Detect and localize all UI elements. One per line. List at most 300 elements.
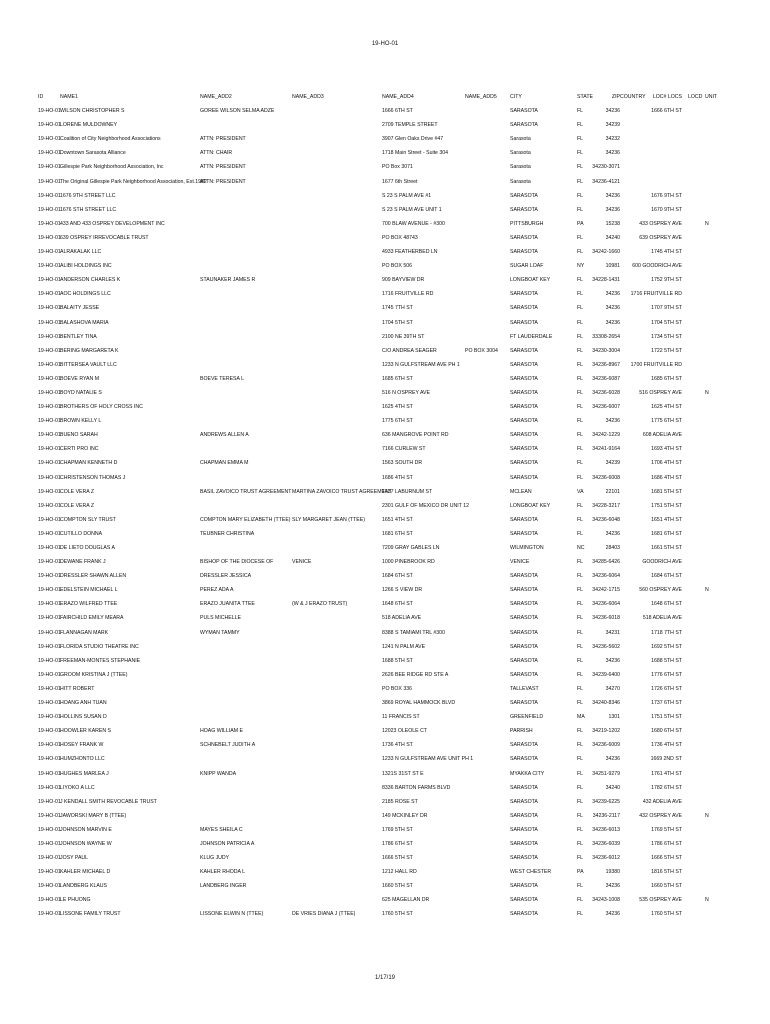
loc-cell: 1776 6TH ST xyxy=(651,671,682,678)
zip-cell: 34236-6064 xyxy=(592,573,620,580)
loc-cell: 1669 2ND ST xyxy=(650,756,682,763)
zip-cell: 19380 xyxy=(605,869,620,876)
loc-cell: 516 OSPREY AVE xyxy=(639,389,682,396)
zip-cell: 34241-9164 xyxy=(592,446,620,453)
city-cell: SARASOTA xyxy=(510,812,538,819)
name1-cell: DEWANE FRANK J xyxy=(60,559,106,566)
state-cell: FL xyxy=(577,234,584,241)
id-cell: 19-HO-01 xyxy=(38,249,61,256)
id-cell: 19-HO-01 xyxy=(38,671,61,678)
id-cell: 19-HO-01 xyxy=(38,446,61,453)
name1-cell: CUTILLO DONNA xyxy=(60,530,103,537)
id-cell: 19-HO-01 xyxy=(38,361,61,368)
city-cell: SARASOTA xyxy=(510,671,538,678)
table-row xyxy=(0,334,770,348)
name1-cell: LORENE MULDOWNEY xyxy=(60,122,118,129)
loc-cell: 1760 5TH ST xyxy=(651,911,682,918)
table-row xyxy=(0,517,770,531)
name-add2-cell: ATTN: PRESIDENT xyxy=(200,164,246,171)
zip-cell: 34236-2117 xyxy=(592,812,620,819)
name-add2-cell: SCHNEBELT JUDITH A xyxy=(200,742,256,749)
table-row xyxy=(0,841,770,855)
zip-cell: 33308-2654 xyxy=(592,333,620,340)
city-cell: Sarasota xyxy=(510,136,531,143)
state-cell: FL xyxy=(577,418,584,425)
name-add4-cell: 1321S 31ST ST E xyxy=(382,770,424,777)
name-add4-cell: 1688 5TH ST xyxy=(382,657,413,664)
name1-cell: LISSONE FAMILY TRUST xyxy=(60,911,121,918)
table-row xyxy=(0,545,770,559)
id-cell: 19-HO-01 xyxy=(38,305,61,312)
name-add2-cell: HOAG WILLIAM E xyxy=(200,728,243,735)
zip-cell: 34236 xyxy=(605,150,620,157)
table-row xyxy=(0,108,770,122)
unit-cell: N xyxy=(705,812,709,819)
state-cell: FL xyxy=(577,728,584,735)
table-row xyxy=(0,489,770,503)
column-header: NAME_ADD2 xyxy=(200,94,232,100)
name-add4-cell: PO BOX 506 xyxy=(382,263,412,270)
zip-cell: 1301 xyxy=(608,714,620,721)
name-add4-cell: 1769 5TH ST xyxy=(382,826,413,833)
name-add2-cell: ATTN: PRESIDENT xyxy=(200,178,246,185)
zip-cell: 34240 xyxy=(605,234,620,241)
state-cell: FL xyxy=(577,375,584,382)
zip-cell: 34236-6008 xyxy=(592,474,620,481)
loc-cell: 518 ADELIA AVE xyxy=(642,615,682,622)
id-cell: 19-HO-01 xyxy=(38,812,61,819)
zip-cell: 34236-6048 xyxy=(592,516,620,523)
zip-cell: 34236 xyxy=(605,291,620,298)
name-add2-cell: COMPTON MARY ELIZABETH (TTEE) xyxy=(200,516,291,523)
table-row xyxy=(0,714,770,728)
name-add4-cell: 2301 GULF OF MEXICO DR UNIT 12 xyxy=(382,502,469,509)
name-add2-cell: ATTN: CHAIR xyxy=(200,150,233,157)
name1-cell: FAIRCHILD EMILY MEARA xyxy=(60,615,124,622)
table-row xyxy=(0,249,770,263)
city-cell: SARASOTA xyxy=(510,249,538,256)
id-cell: 19-HO-01 xyxy=(38,545,61,551)
state-cell: FL xyxy=(577,277,584,284)
table-row xyxy=(0,897,770,911)
id-cell: 19-HO-01 xyxy=(38,108,61,115)
name-add2-cell: LISSONE ELWIN N (TTEE) xyxy=(200,911,264,918)
table-row xyxy=(0,475,770,489)
loc-cell: 1681 6TH ST xyxy=(651,530,682,537)
column-header: NAME1 xyxy=(60,94,78,100)
name1-cell: Gillespie Park Neighborhood Association, Inc xyxy=(60,164,164,171)
id-cell: 19-HO-01 xyxy=(38,657,61,664)
city-cell: SARASOTA xyxy=(510,361,538,368)
zip-cell: 34251-9279 xyxy=(592,770,620,777)
state-cell: VA xyxy=(577,488,584,495)
id-cell: 19-HO-01 xyxy=(38,122,61,129)
state-cell: FL xyxy=(577,502,584,509)
id-cell: 19-HO-01 xyxy=(38,756,61,763)
zip-cell: 34230-3004 xyxy=(592,347,620,354)
column-header: COUNTRY xyxy=(620,94,646,100)
name1-cell: 639 OSPREY IRREVOCABLE TRUST xyxy=(60,234,149,241)
zip-cell: 34236-6018 xyxy=(592,615,620,622)
column-header: STATE xyxy=(577,94,593,100)
id-cell: 19-HO-01 xyxy=(38,601,61,608)
state-cell: FL xyxy=(577,573,584,580)
state-cell: FL xyxy=(577,770,584,777)
name-add4-cell: 149 MCKINLEY DR xyxy=(382,812,428,819)
id-cell: 19-HO-01 xyxy=(38,291,61,298)
zip-cell: 34230-3071 xyxy=(592,164,620,171)
city-cell: SARASOTA xyxy=(510,587,538,594)
loc-cell: 1680 6TH ST xyxy=(651,728,682,735)
name-add2-cell: JOHNSON PATRICIA A xyxy=(200,840,255,847)
name-add4-cell: C/O ANDREA SEAGER xyxy=(382,347,437,354)
name1-cell: CERTI PRO INC xyxy=(60,446,99,453)
name1-cell: ANDERSON CHARLES K xyxy=(60,277,121,284)
name1-cell: JAWORSKI MARY B (TTEE) xyxy=(60,812,127,819)
name-add4-cell: 1704 5TH ST xyxy=(382,319,413,326)
name-add2-cell: PULS MICHELLE xyxy=(200,615,241,622)
loc-cell: 1734 5TH ST xyxy=(651,333,682,340)
name1-cell: BENTLEY TINA xyxy=(60,333,97,340)
city-cell: SARASOTA xyxy=(510,375,538,382)
column-header: ZIP xyxy=(611,94,620,100)
city-cell: LONGBOAT KEY xyxy=(510,277,551,284)
table-row xyxy=(0,348,770,362)
id-cell: 19-HO-01 xyxy=(38,643,61,650)
zip-cell: 34240 xyxy=(605,784,620,791)
zip-cell: 34236-6087 xyxy=(592,375,620,382)
loc-cell: 1707 9TH ST xyxy=(651,305,682,312)
table-row xyxy=(0,658,770,672)
state-cell: PA xyxy=(577,220,584,227)
table-header-row xyxy=(0,94,770,108)
name1-cell: BALAITY JESSE xyxy=(60,305,100,312)
city-cell: SARASOTA xyxy=(510,108,538,115)
id-cell: 19-HO-01 xyxy=(38,502,61,509)
zip-cell: 34236 xyxy=(605,319,620,326)
zip-cell: 34239-6400 xyxy=(592,671,620,678)
name1-cell: EDELSTEIN MICHAEL L xyxy=(60,587,118,594)
name-add4-cell: 625 MAGELLAN DR xyxy=(382,897,430,904)
loc-cell: 1736 4TH ST xyxy=(651,742,682,749)
city-cell: FT LAUDERDALE xyxy=(510,333,553,340)
city-cell: LONGBOAT KEY xyxy=(510,502,551,509)
name1-cell: HOSEY FRANK W xyxy=(60,742,104,749)
name1-cell: Downtown Sarasota Alliance xyxy=(60,150,126,157)
state-cell: FL xyxy=(577,432,584,439)
state-cell: FL xyxy=(577,108,584,115)
state-cell: FL xyxy=(577,192,584,199)
loc-cell: 1670 9TH ST xyxy=(651,206,682,213)
table-row xyxy=(0,418,770,432)
loc-cell: 1782 6TH ST xyxy=(651,784,682,791)
id-cell: 19-HO-01 xyxy=(38,136,61,143)
zip-cell: 34242-1715 xyxy=(592,587,620,594)
name-add4-cell: 1736 4TH ST xyxy=(382,742,413,749)
name1-cell: LANDBERG KLAUS xyxy=(60,883,107,890)
zip-cell: 34236 xyxy=(605,108,620,115)
name1-cell: 1676 9TH STREET LLC xyxy=(60,192,116,199)
table-row xyxy=(0,531,770,545)
id-cell: 19-HO-01 xyxy=(38,615,61,622)
city-cell: Sarasota xyxy=(510,178,531,185)
name1-cell: COLE VERA Z xyxy=(60,488,95,495)
zip-cell: 28403 xyxy=(605,545,620,551)
id-cell: 19-HO-01 xyxy=(38,460,61,467)
loc-cell: 1661 5TH ST xyxy=(651,545,682,551)
id-cell: 19-HO-01 xyxy=(38,530,61,537)
state-cell: FL xyxy=(577,319,584,326)
name-add4-cell: PO Box 3071 xyxy=(382,164,413,171)
id-cell: 19-HO-01 xyxy=(38,432,61,439)
zip-cell: 34243-1008 xyxy=(592,897,620,904)
zip-cell: 34236 xyxy=(605,883,620,890)
city-cell: SARASOTA xyxy=(510,192,538,199)
state-cell: FL xyxy=(577,685,584,692)
city-cell: SARASOTA xyxy=(510,629,538,636)
city-cell: SARASOTA xyxy=(510,122,538,129)
id-cell: 19-HO-01 xyxy=(38,559,61,566)
name1-cell: GROOM KRISTINA J (TTEE) xyxy=(60,671,128,678)
id-cell: 19-HO-01 xyxy=(38,770,61,777)
id-cell: 19-HO-01 xyxy=(38,883,61,890)
state-cell: FL xyxy=(577,136,584,143)
name-add4-cell: 1651 4TH ST xyxy=(382,516,413,523)
name-add4-cell: S 23 S PALM AVE #1 xyxy=(382,192,432,199)
name1-cell: BALASHOVA MARIA xyxy=(60,319,109,326)
city-cell: SARASOTA xyxy=(510,742,538,749)
name-add4-cell: 8336 BARTON FARMS BLVD xyxy=(382,784,451,791)
state-cell: FL xyxy=(577,333,584,340)
zip-cell: 34236-8967 xyxy=(592,361,620,368)
name1-cell: 1676 STH STREET LLC xyxy=(60,206,117,213)
name-add2-cell: KLUG JUDY xyxy=(200,855,230,862)
state-cell: FL xyxy=(577,291,584,298)
table-row xyxy=(0,150,770,164)
zip-cell: 34239 xyxy=(605,460,620,467)
id-cell: 19-HO-01 xyxy=(38,685,61,692)
loc-cell: 1718 7TH ST xyxy=(651,629,682,636)
state-cell: FL xyxy=(577,587,584,594)
page-footer-date: 1/17/19 xyxy=(374,975,396,981)
zip-cell: 34236 xyxy=(605,206,620,213)
state-cell: FL xyxy=(577,897,584,904)
state-cell: FL xyxy=(577,361,584,368)
loc-cell: 535 OSPREY AVE xyxy=(639,897,682,904)
loc-cell: 1651 4TH ST xyxy=(651,516,682,523)
name1-cell: HOLLINS SUSAN D xyxy=(60,714,107,721)
column-header: UNIT xyxy=(705,94,718,100)
zip-cell: 34236 xyxy=(605,756,620,763)
city-cell: TALLEVAST xyxy=(510,685,539,692)
table-row xyxy=(0,221,770,235)
table-row xyxy=(0,911,770,925)
zip-cell: 34236 xyxy=(605,911,620,918)
name-add4-cell: 1775 6TH ST xyxy=(382,418,413,425)
name1-cell: ALIBI HOLDINGS INC xyxy=(60,263,112,270)
name-add2-cell: DRESSLER JESSICA xyxy=(200,573,252,580)
name1-cell: AOC HOLDINGS LLC xyxy=(60,291,111,298)
name-add4-cell: 3907 Glen Oaks Drive #47 xyxy=(382,136,444,143)
state-cell: FL xyxy=(577,150,584,157)
table-row xyxy=(0,291,770,305)
name-add4-cell: 1760 5TH ST xyxy=(382,911,413,918)
id-cell: 19-HO-01 xyxy=(38,784,61,791)
table-row xyxy=(0,686,770,700)
city-cell: SARASOTA xyxy=(510,446,538,453)
id-cell: 19-HO-01 xyxy=(38,869,61,876)
loc-cell: 1625 4TH ST xyxy=(651,404,682,411)
zip-cell: 34236-6009 xyxy=(592,742,620,749)
name-add2-cell: WYMAN TAMMY xyxy=(200,629,240,636)
state-cell: FL xyxy=(577,516,584,523)
name1-cell: BUENO SARAH xyxy=(60,432,98,439)
state-cell: FL xyxy=(577,559,584,566)
id-cell: 19-HO-01 xyxy=(38,263,61,270)
table-row xyxy=(0,376,770,390)
city-cell: SARASOTA xyxy=(510,530,538,537)
state-cell: FL xyxy=(577,601,584,608)
table-row xyxy=(0,404,770,418)
table-row xyxy=(0,164,770,178)
zip-cell: 34236-6007 xyxy=(592,404,620,411)
name1-cell: J KENDALL SMITH REVOCABLE TRUST xyxy=(60,798,157,805)
city-cell: Sarasota xyxy=(510,164,531,171)
id-cell: 19-HO-01 xyxy=(38,418,61,425)
city-cell: SARASOTA xyxy=(510,601,538,608)
loc-cell: 1816 5TH ST xyxy=(651,869,682,876)
city-cell: PITTSBURGH xyxy=(510,220,544,227)
table-row xyxy=(0,855,770,869)
zip-cell: 10981 xyxy=(605,263,620,270)
loc-cell: 1726 6TH ST xyxy=(651,685,682,692)
city-cell: SARASOTA xyxy=(510,756,538,763)
id-cell: 19-HO-01 xyxy=(38,277,61,284)
loc-cell: 1775 6TH ST xyxy=(651,418,682,425)
loc-cell: 1752 9TH ST xyxy=(651,277,682,284)
city-cell: SARASOTA xyxy=(510,657,538,664)
id-cell: 19-HO-01 xyxy=(38,319,61,326)
state-cell: FL xyxy=(577,404,584,411)
loc-cell: 433 OSPREY AVE xyxy=(639,220,682,227)
id-cell: 19-HO-01 xyxy=(38,220,61,227)
zip-cell: 34219-1202 xyxy=(592,728,620,735)
name-add2-cell: ATTN: PRESIDENT xyxy=(200,136,246,143)
state-cell: FL xyxy=(577,798,584,805)
city-cell: SARASOTA xyxy=(510,460,538,467)
name-add4-cell: 1681 6TH ST xyxy=(382,530,413,537)
id-cell: 19-HO-01 xyxy=(38,700,61,707)
name-add4-cell: 1233 N GULFSTREAM AVE PH 1 xyxy=(382,361,460,368)
state-cell: FL xyxy=(577,883,584,890)
table-row xyxy=(0,742,770,756)
state-cell: FL xyxy=(577,206,584,213)
name-add4-cell: 1233 N GULFSTREAM AVE UNIT PH 1 xyxy=(382,756,474,763)
id-cell: 19-HO-01 xyxy=(38,840,61,847)
city-cell: SARASOTA xyxy=(510,291,538,298)
id-cell: 19-HO-01 xyxy=(38,742,61,749)
id-cell: 19-HO-01 xyxy=(38,573,61,580)
id-cell: 19-HO-01 xyxy=(38,629,61,636)
zip-cell: 34236-5602 xyxy=(592,643,620,650)
loc-cell: 1688 5TH ST xyxy=(651,657,682,664)
loc-cell: 1706 4TH ST xyxy=(651,460,682,467)
state-cell: FL xyxy=(577,855,584,862)
city-cell: SARASOTA xyxy=(510,404,538,411)
state-cell: FL xyxy=(577,812,584,819)
table-row xyxy=(0,559,770,573)
name-add4-cell: 2709 TEMPLE STREET xyxy=(382,122,438,129)
table-row xyxy=(0,503,770,517)
state-cell: FL xyxy=(577,164,584,171)
name1-cell: DE LIETO DOUGLAS A xyxy=(60,545,115,551)
loc-cell: 1686 4TH ST xyxy=(651,474,682,481)
name-add4-cell: 1716 FRUITVILLE RD xyxy=(382,291,434,298)
name-add4-cell: 700 BLAW AVENUE - #300 xyxy=(382,220,445,227)
state-cell: FL xyxy=(577,305,584,312)
name-add2-cell: GOREE WILSON SELMA ADZE xyxy=(200,108,275,115)
table-row xyxy=(0,785,770,799)
name-add2-cell: MAYES SHEILA C xyxy=(200,826,243,833)
name-add4-cell: 1685 6TH ST xyxy=(382,375,413,382)
state-cell: FL xyxy=(577,446,584,453)
loc-cell: 1692 5TH ST xyxy=(651,643,682,650)
zip-cell: 34236 xyxy=(605,192,620,199)
zip-cell: 34285-6426 xyxy=(592,559,620,566)
loc-cell: 1681 5TH ST xyxy=(651,488,682,495)
name-add3-cell: DE VRIES DIANA J (TTEE) xyxy=(292,911,356,918)
state-cell: FL xyxy=(577,122,584,129)
name1-cell: HUGHES MARLEA J xyxy=(60,770,109,777)
name-add4-cell: 516 N OSPREY AVE xyxy=(382,389,430,396)
loc-cell: GOODRICH AVE xyxy=(642,559,682,566)
name-add4-cell: 1437 LABURNUM ST xyxy=(382,488,433,495)
id-cell: 19-HO-01 xyxy=(38,375,61,382)
name-add3-cell: (W & J ERAZO TRUST) xyxy=(292,601,348,608)
state-cell: PA xyxy=(577,869,584,876)
id-cell: 19-HO-01 xyxy=(38,714,61,721)
zip-cell: 34236-6013 xyxy=(592,826,620,833)
name-add4-cell: 1718 Main Street - Suite 304 xyxy=(382,150,449,157)
state-cell: FL xyxy=(577,826,584,833)
name-add4-cell: 11 FRANCIS ST xyxy=(382,714,420,721)
name-add2-cell: TEUBNER CHRISTINA xyxy=(200,530,255,537)
name1-cell: JOHNSON MARVIN E xyxy=(60,826,112,833)
zip-cell: 34242-1660 xyxy=(592,249,620,256)
name-add4-cell: 3869 ROYAL HAMMOCK BLVD xyxy=(382,700,456,707)
loc-cell: 1666 6TH ST xyxy=(651,108,682,115)
id-cell: 19-HO-01 xyxy=(38,206,61,213)
name1-cell: KAHLER MICHAEL D xyxy=(60,869,111,876)
loc-cell: 1704 5TH ST xyxy=(651,319,682,326)
id-cell: 19-HO-01 xyxy=(38,192,61,199)
state-cell: NC xyxy=(577,545,585,551)
city-cell: MYAKKA CITY xyxy=(510,770,545,777)
name1-cell: WILSON CHRISTOPHER S xyxy=(60,108,125,115)
name-add4-cell: 518 ADELIA AVE xyxy=(382,615,422,622)
loc-cell: 1751 5TH ST xyxy=(651,714,682,721)
table-row xyxy=(0,587,770,601)
zip-cell: 22101 xyxy=(605,488,620,495)
id-cell: 19-HO-01 xyxy=(38,164,61,171)
city-cell: Sarasota xyxy=(510,150,531,157)
city-cell: SARASOTA xyxy=(510,234,538,241)
table-row xyxy=(0,644,770,658)
city-cell: SARASOTA xyxy=(510,347,538,354)
name-add2-cell: STAUNAKER JAMES R xyxy=(200,277,256,284)
id-cell: 19-HO-01 xyxy=(38,150,61,157)
city-cell: SARASOTA xyxy=(510,305,538,312)
